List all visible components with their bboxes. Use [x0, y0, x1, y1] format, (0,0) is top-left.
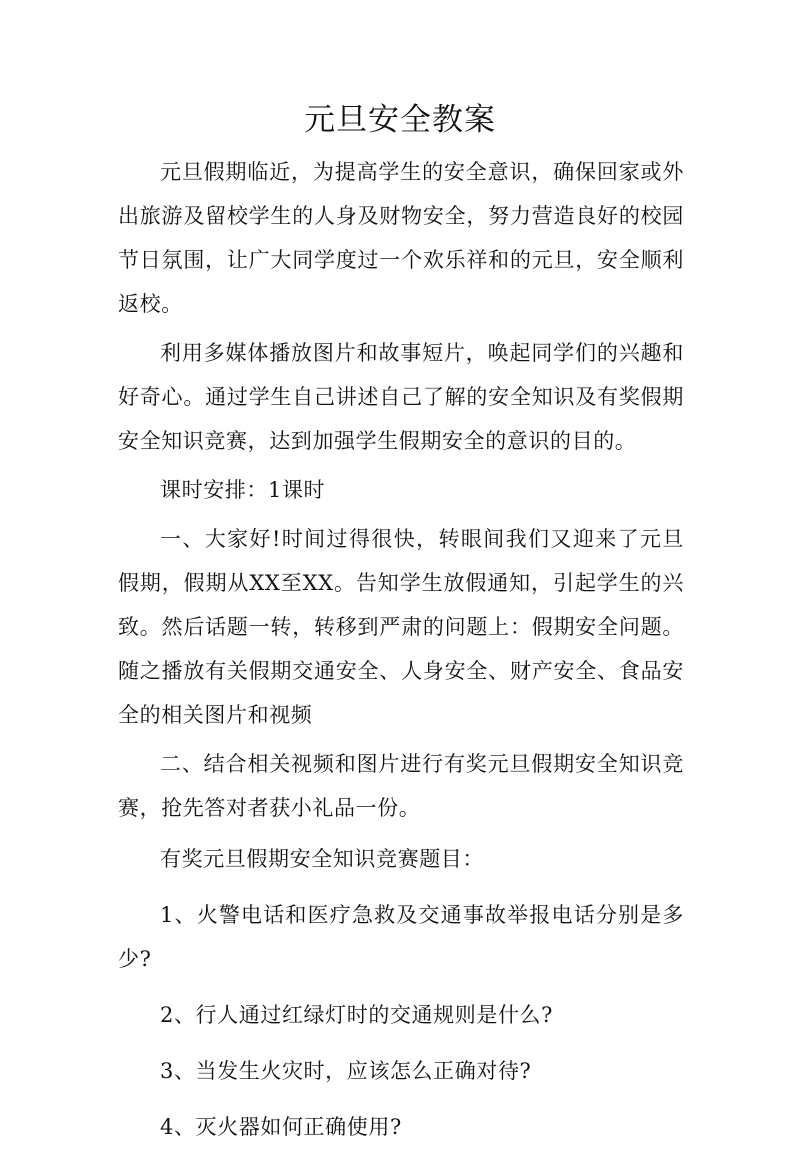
intro-paragraph: 元旦假期临近，为提高学生的安全意识，确保回家或外出旅游及留校学生的人身及财物安全，努力营造良好的校园节日氛围，让广大同学度过一个欢乐祥和的元旦，安全顺利返校。: [118, 160, 684, 316]
quiz-question-1: 1、火警电话和医疗急救及交通事故举报电话分别是多少?: [118, 903, 684, 971]
method-paragraph: 利用多媒体播放图片和故事短片，唤起同学们的兴趣和好奇心。通过学生自己讲述自己了解的安全知识及有奖假期安全知识竞赛，达到加强学生假期安全的意识的目的。: [118, 341, 684, 453]
section-two-paragraph: 二、结合相关视频和图片进行有奖元旦假期安全知识竞赛，抢先答对者获小礼品一份。: [118, 752, 684, 820]
quiz-question-3: 3、当发生火灾时，应该怎么正确对待?: [160, 1059, 532, 1083]
document-body: [118, 150, 684, 1149]
document-title: 元旦安全教案: [304, 102, 496, 138]
section-one-paragraph: 一、大家好!时间过得很快，转眼间我们又迎来了元旦假期，假期从XX至XX。告知学生放假通知，引起学生的兴致。然后话题一转，转移到严肃的问题上：假期安全问题。随之播放有关假期交通安全、人身安全、财产安全、食品安全的相关图片和视频: [118, 527, 684, 727]
quiz-question-4: 4、灭火器如何正确使用?: [160, 1115, 402, 1139]
quiz-heading: 有奖元旦假期安全知识竞赛题目：: [160, 847, 484, 871]
quiz-question-2: 2、行人通过红绿灯时的交通规则是什么?: [160, 1003, 554, 1027]
schedule-paragraph: 课时安排：1课时: [160, 478, 326, 502]
